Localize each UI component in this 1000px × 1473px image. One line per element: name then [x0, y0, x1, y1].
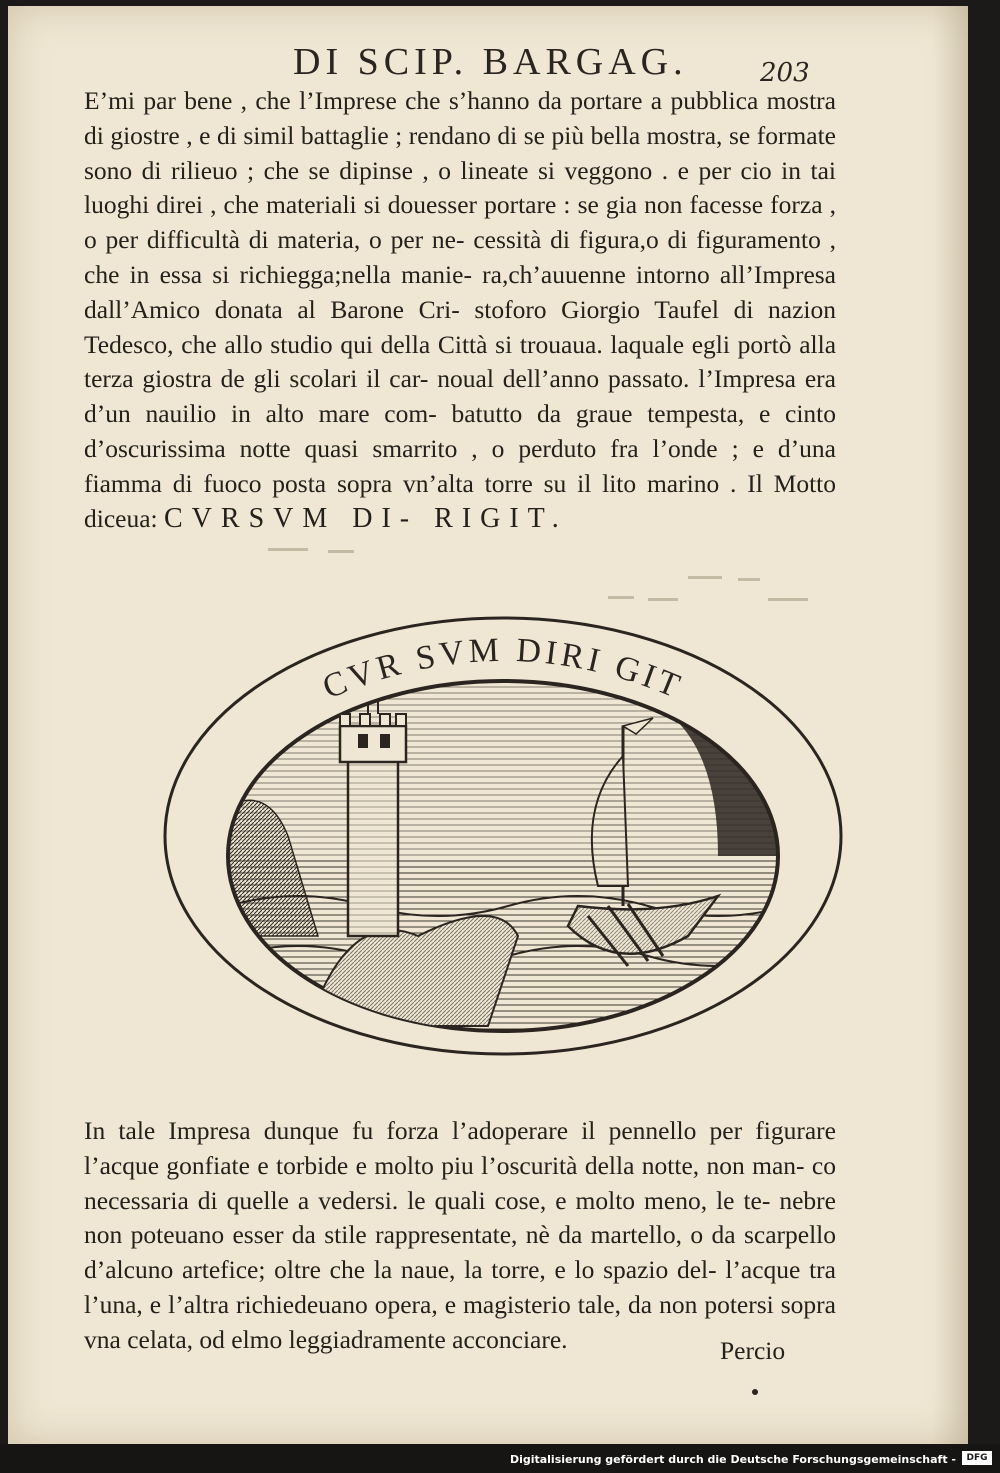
text-line: co necessaria di quelle a vedersi. le quali cose, e molto meno, le te- [84, 1150, 836, 1215]
text-line: l’acque gonfiate e torbide e molto piu l’oscurità della notte, non man- [84, 1150, 812, 1180]
dark-sky [228, 676, 788, 876]
text-line: scarpello d’alcuno artefice; oltre che la naue, la torre, e lo spazio del- [84, 1220, 836, 1285]
book-page [8, 6, 968, 1444]
emblem-scene [228, 652, 788, 1056]
emblem-illustration [158, 606, 848, 1056]
text-line: o perduto fra l’onde ; e d’una fiamma di fuoco posta sopra vn’alta [84, 433, 836, 498]
text-line: stoforo Giorgio Taufel di nazion Tedesco, che allo studio qui della [84, 294, 836, 359]
signature-dot [752, 1389, 758, 1395]
text-line: torre su il lito marino . Il Motto diceua: [84, 468, 836, 533]
motto-text: CVRSVM DI- [164, 502, 435, 534]
motto-text-continued: RIGIT. [434, 502, 568, 534]
emblem-motto: CVR SVM DIRI GIT [317, 631, 689, 707]
text-line: ra,ch’auuenne intorno all’Impresa dall’Amico donata al Barone Cri- [84, 259, 836, 324]
upper-paragraph [84, 84, 836, 536]
text-line: nebre non poteuano esser da stile rappresentate, nè da martello, o da [84, 1185, 836, 1250]
text-line: veggono . e per cio in tai luoghi direi , che materiali si douesser [84, 155, 836, 220]
catchword: Percio [720, 1336, 786, 1365]
text-line: cessità di figura,o di figuramento , che in essa si richiegga;nella manie- [84, 225, 837, 289]
page-edge-shadow [932, 6, 968, 1444]
text-line: Città si trouaua. laquale egli portò alla terza giostra de gli scolari il car- [84, 329, 837, 394]
footer-text: Digitalisierung gefördert durch die Deutsche Forschungsgemeinschaft - [509, 1453, 956, 1466]
text-line: mostra, se formate sono di rilieuo ; che se dipinse , o lineate si [84, 120, 836, 185]
digitization-footer [0, 1444, 1000, 1473]
show-through-text [268, 536, 828, 616]
text-line: batutto da graue tempesta, e cinto d’oscurissima notte quasi smarrito , [84, 399, 836, 463]
lower-paragraph [84, 1114, 836, 1358]
text-line: non potersi sopra vna celata, od elmo leggiadramente acconciare. [84, 1289, 836, 1354]
text-line: mostra di giostre , e di simil battaglie ; rendano di se più bella [84, 86, 836, 150]
text-line: l’acque tra l’una, e l’altra richiedeuano opera, e magisterio tale, da [84, 1255, 836, 1319]
text-line: portare : se gia non facesse forza , o per difficultà di materia, o per ne- [84, 190, 836, 255]
page-number: 203 [760, 58, 810, 88]
running-head: DI SCIP. BARGAG. [293, 41, 688, 83]
text-line: In tale Impresa dunque fu forza l’adoperare il pennello per figurare [84, 1116, 836, 1145]
dfg-logo: DFG [962, 1451, 992, 1465]
text-line: E’mi par bene , che l’Imprese che s’hanno da portare a pubblica [84, 86, 767, 115]
text-line: noual dell’anno passato. l’Impresa era d’un nauilio in alto mare com- [84, 364, 836, 429]
